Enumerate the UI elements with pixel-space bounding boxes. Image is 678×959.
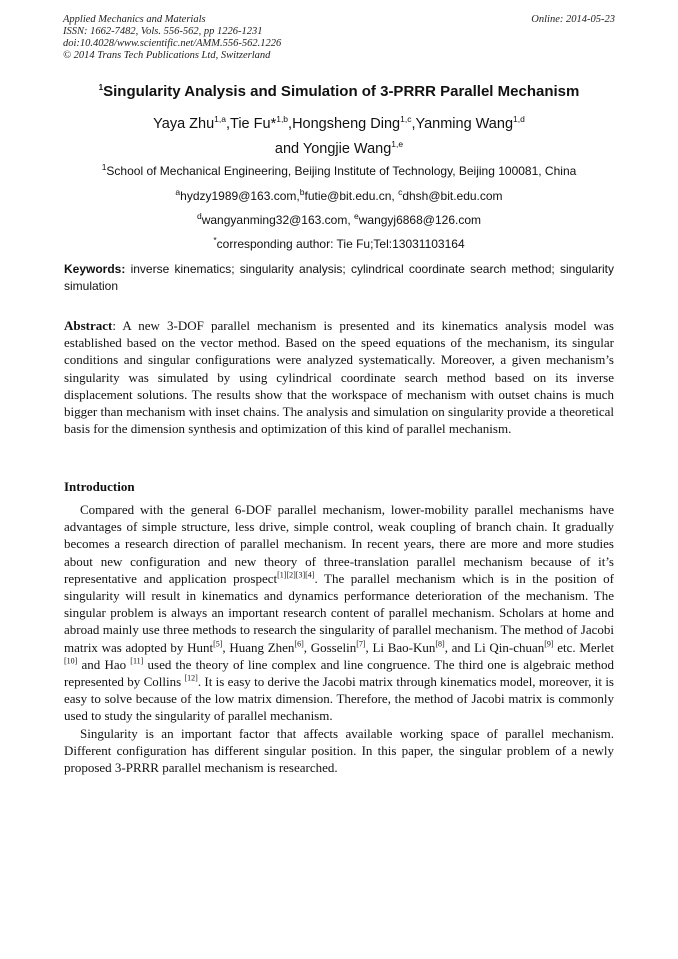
author-list (40, 112, 638, 162)
email-line-1 (40, 189, 638, 203)
intro-paragraph-2: Singularity is an important factor that affects available working space of parallel mechanism. Different configuration has different singular position. In this paper, the singular problem of a newly proposed 3-PRRR parallel mechanism is researched. (64, 725, 614, 776)
corresponding-text: corresponding author: Tie Fu;Tel:13031103164 (216, 237, 465, 251)
title-affiliation-sup: 1 (98, 83, 104, 92)
intro-text: Compared with the general 6-DOF parallel mechanism, lower-mobility parallel mechanisms have advantages of simple structure, less drive, simple control, weak coupling of branch chain. It gradually becomes a research direction of parallel mechanism. In recent years, there are more and more studies about new configuration and new theory of three-translation parallel mechanism because of it’s representative and application prospect (64, 502, 614, 586)
citation: [10] (64, 656, 78, 666)
corresponding-author (40, 237, 638, 251)
introduction-body (64, 501, 614, 776)
email-sup: c (398, 187, 403, 197)
journal-header (63, 14, 615, 62)
paper-title (40, 83, 638, 100)
abstract-label: Abstract (64, 318, 113, 333)
citation: [8] (435, 639, 445, 649)
email-address: futie@bit.edu.cn, (304, 189, 399, 203)
author-line-1 (40, 112, 638, 137)
copyright-line: © 2014 Trans Tech Publications Ltd, Switzerland (63, 50, 271, 61)
author-name: ,Tie Fu* (225, 116, 277, 132)
email-sup: b (299, 187, 305, 197)
keywords-label: Keywords: (64, 262, 126, 276)
affiliation-text: School of Mechanical Engineering, Beijing Institute of Technology, Beijing 100081, China (106, 164, 577, 178)
affiliation-sup: 1 (101, 162, 107, 172)
citation: [7] (356, 639, 366, 649)
intro-paragraph-1 (64, 501, 614, 725)
author-name: ,Hongsheng Ding (288, 116, 401, 132)
intro-text: , and Li Qin-chuan (444, 639, 545, 655)
author-sup: 1,a (214, 114, 226, 125)
abstract (64, 317, 614, 437)
email-address: hydzy1989@163.com, (180, 189, 300, 203)
intro-text: . It is easy to derive the Jacobi matrix through kinematics model, moreover, it is easy to solve because of the low matrix dimension. Therefore, the method of Jacobi matrix is commonly used to study the singularity of parallel mechanism. (64, 674, 614, 724)
intro-text: . The parallel mechanism which is in the position of singularity will result in kinematics and dynamics performance deterioration of the mechanism. The singular problem is always an important research content of parallel mechanism. Scholars at home and abroad mainly use three methods to research the singularity of parallel mechanism. The method of Jacobi matrix was adopted by Hunt (64, 570, 614, 655)
author-name: Yaya Zhu (153, 116, 215, 132)
corresponding-sup: * (213, 235, 217, 245)
intro-text: , Gosselin (303, 639, 357, 655)
author-sup: 1,b (276, 114, 289, 125)
intro-text: used the theory of line complex and line congruence. The third one is algebraic method represented by Collins (64, 656, 614, 690)
intro-text: , Li Bao-Kun (365, 639, 436, 655)
author-sup: 1,e (391, 139, 404, 150)
abstract-text: : A new 3-DOF parallel mechanism is presented and its kinematics analysis model was established based on the vector method. Based on the speed equations of the mechanism, its singular conditions and singular configurations were analyzed systematically. Moreover, a given mechanism’s singularity was simulated by using cylindrical coordinate search method based on its inverse displacement solutions. The results show that the workspace of mechanism with outset chains is much bigger than mechanism with inset chains. The analysis and simulation on singularity provide a theoretical basis for the dimension synthesis and optimization of this kind of parallel mechanism. (64, 318, 614, 437)
email-address: wangyj6868@126.com (358, 213, 481, 227)
intro-text: and Hao (77, 656, 131, 672)
keywords-text: inverse kinematics; singularity analysis; cylindrical coordinate search method; singularity simulation (64, 262, 614, 293)
citation: [1][2][3][4] (277, 570, 315, 580)
email-address: dhsh@bit.edu.com (402, 189, 503, 203)
citation: [12] (184, 673, 198, 683)
email-address: wangyanming32@163.com, (201, 213, 354, 227)
author-sup: 1,c (400, 114, 412, 125)
intro-text: , Huang Zhen (222, 639, 295, 655)
email-sup: d (196, 211, 202, 221)
email-sup: e (354, 211, 359, 221)
citation: [6] (294, 639, 304, 649)
citation: [5] (213, 639, 223, 649)
journal-name: Applied Mechanics and Materials (63, 14, 206, 25)
affiliation (40, 164, 638, 178)
author-name: and Yongjie Wang (274, 141, 392, 157)
author-line-2 (40, 137, 638, 162)
section-heading-introduction: Introduction (64, 479, 135, 494)
title-text: Singularity Analysis and Simulation of 3-PRRR Parallel Mechanism (103, 83, 580, 100)
email-sup: a (175, 187, 181, 197)
author-name: ,Yanming Wang (411, 116, 514, 132)
keywords (64, 261, 614, 295)
citation: [9] (544, 639, 554, 649)
citation: [11] (130, 656, 144, 666)
author-sup: 1,d (513, 114, 525, 125)
online-date: Online: 2014-05-23 (531, 14, 615, 25)
issn-line: ISSN: 1662-7482, Vols. 556-562, pp 1226-1231 (63, 26, 263, 37)
doi-line: doi:10.4028/www.scientific.net/AMM.556-562.1226 (63, 38, 282, 49)
intro-text: etc. Merlet (553, 639, 615, 655)
email-line-2 (40, 213, 638, 227)
